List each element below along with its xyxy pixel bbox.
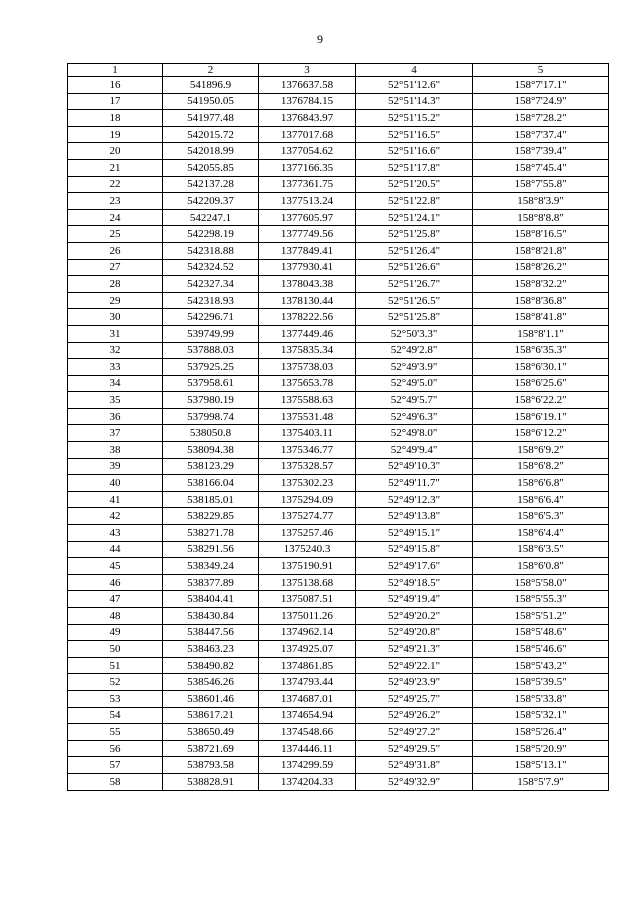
x-coordinate-cell: 542015.72 — [163, 126, 259, 143]
y-coordinate-cell: 1375738.03 — [259, 359, 356, 376]
longitude-cell: 158°5'39.5" — [473, 674, 609, 691]
point-number-cell: 34 — [68, 375, 163, 392]
table-row — [68, 442, 609, 459]
x-coordinate-cell: 537998.74 — [163, 408, 259, 425]
longitude-cell: 158°6'9.2" — [473, 442, 609, 459]
column-header-2: 2 — [163, 64, 259, 77]
longitude-cell: 158°6'12.2" — [473, 425, 609, 442]
table-row — [68, 176, 609, 193]
point-number-cell: 18 — [68, 110, 163, 127]
y-coordinate-cell: 1375835.34 — [259, 342, 356, 359]
longitude-cell: 158°5'43.2" — [473, 657, 609, 674]
point-number-cell: 27 — [68, 259, 163, 276]
y-coordinate-cell: 1374446.11 — [259, 740, 356, 757]
table-row — [68, 674, 609, 691]
point-number-cell: 24 — [68, 209, 163, 226]
latitude-cell: 52°49'10.3" — [356, 458, 473, 475]
table-row — [68, 93, 609, 110]
latitude-cell: 52°51'14.3" — [356, 93, 473, 110]
table-row — [68, 242, 609, 259]
point-number-cell: 35 — [68, 392, 163, 409]
table-row — [68, 458, 609, 475]
x-coordinate-cell: 537980.19 — [163, 392, 259, 409]
latitude-cell: 52°51'20.5" — [356, 176, 473, 193]
latitude-cell: 52°49'21.3" — [356, 641, 473, 658]
table-row — [68, 408, 609, 425]
table-header — [68, 64, 609, 77]
point-number-cell: 22 — [68, 176, 163, 193]
latitude-cell: 52°50'3.3" — [356, 325, 473, 342]
latitude-cell: 52°51'16.6" — [356, 143, 473, 160]
x-coordinate-cell: 542055.85 — [163, 159, 259, 176]
point-number-cell: 30 — [68, 309, 163, 326]
longitude-cell: 158°7'39.4" — [473, 143, 609, 160]
latitude-cell: 52°51'25.8" — [356, 226, 473, 243]
coordinates-table — [67, 63, 609, 791]
y-coordinate-cell: 1375403.11 — [259, 425, 356, 442]
x-coordinate-cell: 542318.93 — [163, 292, 259, 309]
longitude-cell: 158°6'19.1" — [473, 408, 609, 425]
table-row — [68, 690, 609, 707]
table-row — [68, 491, 609, 508]
latitude-cell: 52°49'20.8" — [356, 624, 473, 641]
table-body — [68, 77, 609, 791]
longitude-cell: 158°7'28.2" — [473, 110, 609, 127]
point-number-cell: 57 — [68, 757, 163, 774]
table-row — [68, 375, 609, 392]
y-coordinate-cell: 1377017.68 — [259, 126, 356, 143]
x-coordinate-cell: 542137.28 — [163, 176, 259, 193]
point-number-cell: 49 — [68, 624, 163, 641]
table-row — [68, 143, 609, 160]
y-coordinate-cell: 1378130.44 — [259, 292, 356, 309]
longitude-cell: 158°5'48.6" — [473, 624, 609, 641]
latitude-cell: 52°51'26.7" — [356, 276, 473, 293]
x-coordinate-cell: 538430.84 — [163, 608, 259, 625]
y-coordinate-cell: 1375346.77 — [259, 442, 356, 459]
column-header-1: 1 — [68, 64, 163, 77]
table-row — [68, 525, 609, 542]
longitude-cell: 158°7'24.9" — [473, 93, 609, 110]
longitude-cell: 158°6'0.8" — [473, 558, 609, 575]
longitude-cell: 158°8'26.2" — [473, 259, 609, 276]
y-coordinate-cell: 1374548.66 — [259, 724, 356, 741]
point-number-cell: 28 — [68, 276, 163, 293]
table-row — [68, 624, 609, 641]
latitude-cell: 52°49'12.3" — [356, 491, 473, 508]
point-number-cell: 52 — [68, 674, 163, 691]
point-number-cell: 47 — [68, 591, 163, 608]
longitude-cell: 158°8'21.8" — [473, 242, 609, 259]
longitude-cell: 158°6'30.1" — [473, 359, 609, 376]
x-coordinate-cell: 542318.88 — [163, 242, 259, 259]
latitude-cell: 52°49'23.9" — [356, 674, 473, 691]
longitude-cell: 158°8'1.1" — [473, 325, 609, 342]
point-number-cell: 31 — [68, 325, 163, 342]
x-coordinate-cell: 538377.89 — [163, 574, 259, 591]
point-number-cell: 38 — [68, 442, 163, 459]
table-row — [68, 259, 609, 276]
longitude-cell: 158°8'36.8" — [473, 292, 609, 309]
page-number: 9 — [317, 32, 323, 46]
y-coordinate-cell: 1375190.91 — [259, 558, 356, 575]
point-number-cell: 56 — [68, 740, 163, 757]
x-coordinate-cell: 538229.85 — [163, 508, 259, 525]
point-number-cell: 42 — [68, 508, 163, 525]
header-row — [68, 64, 609, 77]
point-number-cell: 36 — [68, 408, 163, 425]
x-coordinate-cell: 538123.29 — [163, 458, 259, 475]
longitude-cell: 158°6'25.6" — [473, 375, 609, 392]
y-coordinate-cell: 1378043.38 — [259, 276, 356, 293]
y-coordinate-cell: 1377166.35 — [259, 159, 356, 176]
longitude-cell: 158°7'37.4" — [473, 126, 609, 143]
latitude-cell: 52°49'25.7" — [356, 690, 473, 707]
x-coordinate-cell: 541977.48 — [163, 110, 259, 127]
longitude-cell: 158°5'55.3" — [473, 591, 609, 608]
y-coordinate-cell: 1375257.46 — [259, 525, 356, 542]
x-coordinate-cell: 538185.01 — [163, 491, 259, 508]
longitude-cell: 158°5'20.9" — [473, 740, 609, 757]
y-coordinate-cell: 1377449.46 — [259, 325, 356, 342]
point-number-cell: 51 — [68, 657, 163, 674]
longitude-cell: 158°6'6.4" — [473, 491, 609, 508]
table-row — [68, 342, 609, 359]
longitude-cell: 158°6'22.2" — [473, 392, 609, 409]
x-coordinate-cell: 538793.58 — [163, 757, 259, 774]
longitude-cell: 158°8'16.5" — [473, 226, 609, 243]
latitude-cell: 52°49'11.7" — [356, 475, 473, 492]
point-number-cell: 16 — [68, 77, 163, 94]
y-coordinate-cell: 1376784.15 — [259, 93, 356, 110]
x-coordinate-cell: 541950.05 — [163, 93, 259, 110]
table-row — [68, 541, 609, 558]
latitude-cell: 52°49'15.1" — [356, 525, 473, 542]
point-number-cell: 37 — [68, 425, 163, 442]
longitude-cell: 158°8'8.8" — [473, 209, 609, 226]
table-row — [68, 707, 609, 724]
y-coordinate-cell: 1374962.14 — [259, 624, 356, 641]
point-number-cell: 19 — [68, 126, 163, 143]
point-number-cell: 29 — [68, 292, 163, 309]
longitude-cell: 158°5'33.8" — [473, 690, 609, 707]
latitude-cell: 52°51'26.4" — [356, 242, 473, 259]
y-coordinate-cell: 1376843.97 — [259, 110, 356, 127]
point-number-cell: 17 — [68, 93, 163, 110]
y-coordinate-cell: 1374687.01 — [259, 690, 356, 707]
longitude-cell: 158°8'41.8" — [473, 309, 609, 326]
y-coordinate-cell: 1377513.24 — [259, 193, 356, 210]
point-number-cell: 41 — [68, 491, 163, 508]
x-coordinate-cell: 538447.56 — [163, 624, 259, 641]
point-number-cell: 40 — [68, 475, 163, 492]
x-coordinate-cell: 542296.71 — [163, 309, 259, 326]
column-header-3: 3 — [259, 64, 356, 77]
table-row — [68, 276, 609, 293]
point-number-cell: 58 — [68, 773, 163, 790]
y-coordinate-cell: 1377361.75 — [259, 176, 356, 193]
y-coordinate-cell: 1375240.3 — [259, 541, 356, 558]
latitude-cell: 52°49'2.8" — [356, 342, 473, 359]
x-coordinate-cell: 537888.03 — [163, 342, 259, 359]
y-coordinate-cell: 1375328.57 — [259, 458, 356, 475]
y-coordinate-cell: 1375011.26 — [259, 608, 356, 625]
table-row — [68, 740, 609, 757]
table-row — [68, 425, 609, 442]
latitude-cell: 52°49'22.1" — [356, 657, 473, 674]
latitude-cell: 52°49'15.8" — [356, 541, 473, 558]
point-number-cell: 20 — [68, 143, 163, 160]
y-coordinate-cell: 1375294.09 — [259, 491, 356, 508]
x-coordinate-cell: 538650.49 — [163, 724, 259, 741]
x-coordinate-cell: 538721.69 — [163, 740, 259, 757]
longitude-cell: 158°5'58.0" — [473, 574, 609, 591]
longitude-cell: 158°5'32.1" — [473, 707, 609, 724]
point-number-cell: 44 — [68, 541, 163, 558]
longitude-cell: 158°5'51.2" — [473, 608, 609, 625]
longitude-cell: 158°7'45.4" — [473, 159, 609, 176]
point-number-cell: 53 — [68, 690, 163, 707]
latitude-cell: 52°49'5.7" — [356, 392, 473, 409]
table-row — [68, 657, 609, 674]
latitude-cell: 52°51'17.8" — [356, 159, 473, 176]
latitude-cell: 52°49'18.5" — [356, 574, 473, 591]
x-coordinate-cell: 538291.56 — [163, 541, 259, 558]
latitude-cell: 52°49'17.6" — [356, 558, 473, 575]
x-coordinate-cell: 542209.37 — [163, 193, 259, 210]
latitude-cell: 52°49'13.8" — [356, 508, 473, 525]
point-number-cell: 45 — [68, 558, 163, 575]
y-coordinate-cell: 1375138.68 — [259, 574, 356, 591]
y-coordinate-cell: 1374861.85 — [259, 657, 356, 674]
y-coordinate-cell: 1374299.59 — [259, 757, 356, 774]
table-row — [68, 591, 609, 608]
point-number-cell: 25 — [68, 226, 163, 243]
x-coordinate-cell: 538050.8 — [163, 425, 259, 442]
latitude-cell: 52°49'5.0" — [356, 375, 473, 392]
x-coordinate-cell: 542324.52 — [163, 259, 259, 276]
longitude-cell: 158°5'7.9" — [473, 773, 609, 790]
y-coordinate-cell: 1377849.41 — [259, 242, 356, 259]
x-coordinate-cell: 538828.91 — [163, 773, 259, 790]
y-coordinate-cell: 1375588.63 — [259, 392, 356, 409]
y-coordinate-cell: 1375087.51 — [259, 591, 356, 608]
x-coordinate-cell: 537925.25 — [163, 359, 259, 376]
x-coordinate-cell: 542298.19 — [163, 226, 259, 243]
latitude-cell: 52°51'16.5" — [356, 126, 473, 143]
latitude-cell: 52°49'8.0" — [356, 425, 473, 442]
table-row — [68, 641, 609, 658]
y-coordinate-cell: 1375531.48 — [259, 408, 356, 425]
y-coordinate-cell: 1377054.62 — [259, 143, 356, 160]
table-row — [68, 77, 609, 94]
point-number-cell: 46 — [68, 574, 163, 591]
latitude-cell: 52°49'3.9" — [356, 359, 473, 376]
table-row — [68, 193, 609, 210]
latitude-cell: 52°51'15.2" — [356, 110, 473, 127]
y-coordinate-cell: 1375302.23 — [259, 475, 356, 492]
x-coordinate-cell: 538404.41 — [163, 591, 259, 608]
x-coordinate-cell: 538601.46 — [163, 690, 259, 707]
table-row — [68, 159, 609, 176]
latitude-cell: 52°51'26.6" — [356, 259, 473, 276]
y-coordinate-cell: 1375274.77 — [259, 508, 356, 525]
latitude-cell: 52°51'12.6" — [356, 77, 473, 94]
longitude-cell: 158°6'8.2" — [473, 458, 609, 475]
table-row — [68, 508, 609, 525]
table-row — [68, 724, 609, 741]
y-coordinate-cell: 1378222.56 — [259, 309, 356, 326]
point-number-cell: 43 — [68, 525, 163, 542]
x-coordinate-cell: 538094.38 — [163, 442, 259, 459]
table-row — [68, 757, 609, 774]
y-coordinate-cell: 1375653.78 — [259, 375, 356, 392]
table-row — [68, 773, 609, 790]
x-coordinate-cell: 538166.04 — [163, 475, 259, 492]
x-coordinate-cell: 542018.99 — [163, 143, 259, 160]
latitude-cell: 52°51'25.8" — [356, 309, 473, 326]
longitude-cell: 158°7'17.1" — [473, 77, 609, 94]
latitude-cell: 52°51'24.1" — [356, 209, 473, 226]
x-coordinate-cell: 538546.26 — [163, 674, 259, 691]
x-coordinate-cell: 538490.82 — [163, 657, 259, 674]
table-row — [68, 226, 609, 243]
longitude-cell: 158°5'46.6" — [473, 641, 609, 658]
table-row — [68, 309, 609, 326]
point-number-cell: 50 — [68, 641, 163, 658]
latitude-cell: 52°49'26.2" — [356, 707, 473, 724]
longitude-cell: 158°6'6.8" — [473, 475, 609, 492]
x-coordinate-cell: 538617.21 — [163, 707, 259, 724]
x-coordinate-cell: 538349.24 — [163, 558, 259, 575]
latitude-cell: 52°49'20.2" — [356, 608, 473, 625]
y-coordinate-cell: 1374204.33 — [259, 773, 356, 790]
x-coordinate-cell: 538271.78 — [163, 525, 259, 542]
y-coordinate-cell: 1377605.97 — [259, 209, 356, 226]
latitude-cell: 52°49'32.9" — [356, 773, 473, 790]
column-header-4: 4 — [356, 64, 473, 77]
longitude-cell: 158°6'3.5" — [473, 541, 609, 558]
point-number-cell: 54 — [68, 707, 163, 724]
point-number-cell: 32 — [68, 342, 163, 359]
table-row — [68, 126, 609, 143]
table-row — [68, 608, 609, 625]
x-coordinate-cell: 541896.9 — [163, 77, 259, 94]
point-number-cell: 23 — [68, 193, 163, 210]
point-number-cell: 33 — [68, 359, 163, 376]
table-row — [68, 558, 609, 575]
table-row — [68, 392, 609, 409]
latitude-cell: 52°51'22.8" — [356, 193, 473, 210]
y-coordinate-cell: 1374925.07 — [259, 641, 356, 658]
point-number-cell: 26 — [68, 242, 163, 259]
longitude-cell: 158°6'35.3" — [473, 342, 609, 359]
y-coordinate-cell: 1374654.94 — [259, 707, 356, 724]
y-coordinate-cell: 1377930.41 — [259, 259, 356, 276]
y-coordinate-cell: 1374793.44 — [259, 674, 356, 691]
longitude-cell: 158°8'32.2" — [473, 276, 609, 293]
latitude-cell: 52°49'31.8" — [356, 757, 473, 774]
latitude-cell: 52°49'29.5" — [356, 740, 473, 757]
table-row — [68, 110, 609, 127]
x-coordinate-cell: 539749.99 — [163, 325, 259, 342]
x-coordinate-cell: 538463.23 — [163, 641, 259, 658]
column-header-5: 5 — [473, 64, 609, 77]
y-coordinate-cell: 1376637.58 — [259, 77, 356, 94]
point-number-cell: 21 — [68, 159, 163, 176]
point-number-cell: 39 — [68, 458, 163, 475]
table-row — [68, 359, 609, 376]
latitude-cell: 52°49'6.3" — [356, 408, 473, 425]
latitude-cell: 52°49'9.4" — [356, 442, 473, 459]
latitude-cell: 52°49'27.2" — [356, 724, 473, 741]
x-coordinate-cell: 542327.34 — [163, 276, 259, 293]
table-row — [68, 292, 609, 309]
table-row — [68, 209, 609, 226]
point-number-cell: 48 — [68, 608, 163, 625]
longitude-cell: 158°5'13.1" — [473, 757, 609, 774]
longitude-cell: 158°6'4.4" — [473, 525, 609, 542]
table-row — [68, 325, 609, 342]
longitude-cell: 158°7'55.8" — [473, 176, 609, 193]
x-coordinate-cell: 542247.1 — [163, 209, 259, 226]
x-coordinate-cell: 537958.61 — [163, 375, 259, 392]
latitude-cell: 52°49'19.4" — [356, 591, 473, 608]
longitude-cell: 158°6'5.3" — [473, 508, 609, 525]
latitude-cell: 52°51'26.5" — [356, 292, 473, 309]
longitude-cell: 158°8'3.9" — [473, 193, 609, 210]
longitude-cell: 158°5'26.4" — [473, 724, 609, 741]
point-number-cell: 55 — [68, 724, 163, 741]
table-row — [68, 574, 609, 591]
table-row — [68, 475, 609, 492]
y-coordinate-cell: 1377749.56 — [259, 226, 356, 243]
